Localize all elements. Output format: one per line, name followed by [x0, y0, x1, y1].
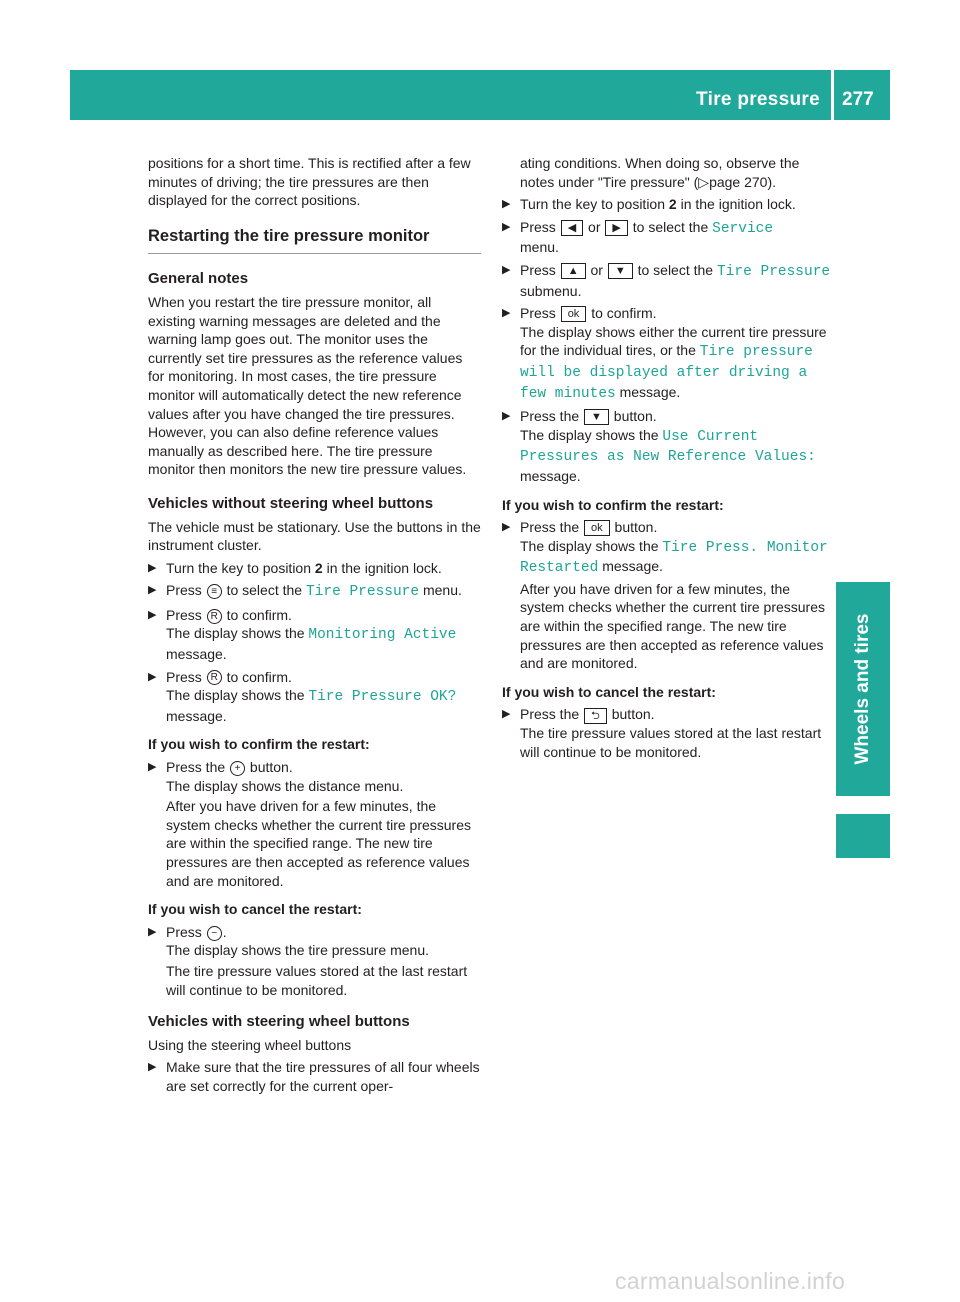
chapter-marker [836, 814, 890, 858]
section-heading: Restarting the tire pressure monitor [148, 227, 481, 255]
ok-button-icon: ok [561, 306, 587, 322]
left-button-icon: ◀ [561, 220, 583, 236]
left-column [148, 154, 481, 1096]
instruction-step: ▶ Press R to confirm. The display shows the Tire Pressure OK? message. [148, 668, 457, 724]
instruction-step: ▶ Press − . The display shows the tire pressure menu. [148, 923, 430, 959]
paragraph: When you restart the tire pressure monitor, all existing warning messages are deleted and the warning lamp goes out. The monitor uses the currently set tire pressures as the reference values for monitoring. In most cases, the tire pressure monitor will automatically detect the new reference values after you have changed the tire pressures. However, you can also define reference values manually as described here. The tire pressure monitor then monitors the new tire pressure values. [148, 293, 467, 478]
section-title: Tire pressure [696, 89, 820, 110]
paragraph: ating conditions. When doing so, observe the notes under "Tire pressure" (▷page 270). [520, 155, 800, 190]
instruction-step: ▶ Press the ⮌ button. The tire pressure values stored at the last restart will continue to be monitored. [502, 706, 822, 760]
arrow-icon: ▶ [502, 263, 511, 276]
paragraph: After you have driven for a few minutes, the system checks whether the current tire pressures are within the specified range. The new tire pressures are then accepted as reference values and are monitored. [166, 798, 472, 889]
arrow-icon: ▶ [148, 561, 157, 574]
display-text: Tire Press. Monitor Restarted [520, 539, 828, 577]
paragraph: After you have driven for a few minutes, the system checks whether the current tire pressures are within the specified range. The new tire pressures are then accepted as reference values and are monitored. [520, 580, 826, 672]
display-text: Tire pressure will be displayed after driving a few minutes [520, 344, 813, 402]
instruction-step: ▶ Press ◀ or ▶ to select the Service menu. [502, 218, 774, 256]
paragraph: The tire pressure values stored at the last restart will continue to be monitored. [166, 962, 468, 998]
subheading: Vehicles with steering wheel buttons [148, 1013, 410, 1031]
display-text: Tire Pressure [716, 263, 831, 280]
instruction-step: ▶ Press ▲ or ▼ to select the Tire Pressure submenu. [502, 261, 831, 299]
up-button-icon: ▲ [561, 263, 586, 279]
arrow-icon: ▶ [148, 670, 157, 683]
display-text: Monitoring Active [308, 627, 457, 644]
display-text: Tire Pressure OK? [308, 689, 457, 706]
arrow-icon: ▶ [502, 307, 511, 320]
arrow-icon: ▶ [502, 220, 511, 233]
subheading: If you wish to confirm the restart: [502, 496, 724, 513]
subheading: If you wish to confirm the restart: [148, 736, 370, 753]
instruction-step: ▶ Turn the key to position 2 in the ignition lock. [148, 559, 442, 576]
reset-button-icon: R [207, 609, 222, 624]
ok-button-icon: ok [584, 520, 610, 536]
instruction-step: ▶ Press the + button. The display shows the distance menu. [148, 759, 404, 794]
page-ref-icon: ▷ [698, 173, 710, 190]
display-text: Service [712, 220, 774, 237]
page-header [70, 70, 890, 120]
paragraph: Using the steering wheel buttons [148, 1036, 352, 1053]
arrow-icon: ▶ [502, 708, 511, 721]
plus-button-icon: + [230, 761, 245, 776]
arrow-icon: ▶ [148, 1061, 157, 1074]
subheading: General notes [148, 270, 249, 288]
paragraph: positions for a short time. This is rectified after a few minutes of driving; the tire pressures are then displayed for the correct positions. [148, 155, 471, 209]
arrow-icon: ▶ [502, 410, 511, 423]
subheading: Vehicles without steering wheel buttons [148, 494, 434, 512]
watermark: carmanualsonline.info [615, 1268, 846, 1294]
minus-button-icon: − [207, 926, 222, 941]
subheading: If you wish to cancel the restart: [502, 683, 716, 700]
instruction-step: ▶ Press ok to confirm. The display shows either the current tire pressure for the individual tires, or the Tire pressure will be displayed after driving a few minutes message. [502, 305, 827, 402]
instruction-step: ▶ Press ≡ to select the Tire Pressure menu. [148, 582, 462, 601]
arrow-icon: ▶ [148, 761, 157, 774]
arrow-icon: ▶ [502, 198, 511, 211]
display-text: Use Current Pressures as New Reference Values: [520, 428, 816, 466]
display-text: Tire Pressure [305, 584, 420, 601]
instruction-step: ▶ Press R to confirm. The display shows the Monitoring Active message. [148, 606, 457, 663]
right-column [502, 154, 836, 761]
back-button-icon: ⮌ [584, 708, 607, 724]
down-button-icon: ▼ [608, 263, 633, 279]
instruction-step: ▶ Press the ok button. The display shows the Tire Press. Monitor Restarted message. [502, 519, 828, 577]
instruction-step: ▶ Press the ▼ button. The display shows the Use Current Pressures as New Reference Values: message. [502, 408, 816, 484]
arrow-icon: ▶ [502, 521, 511, 534]
right-button-icon: ▶ [605, 220, 627, 236]
arrow-icon: ▶ [148, 584, 157, 597]
paragraph: The vehicle must be stationary. Use the buttons in the instrument cluster. [148, 518, 481, 554]
menu-button-icon: ≡ [207, 584, 222, 599]
chapter-tab-label: Wheels and tires [852, 613, 873, 765]
instruction-step: ▶ Turn the key to position 2 in the ignition lock. [502, 196, 796, 213]
reset-button-icon: R [207, 670, 222, 685]
subheading: If you wish to cancel the restart: [148, 901, 362, 918]
instruction-step: ▶ Make sure that the tire pressures of all four wheels are set correctly for the current oper- [148, 1059, 480, 1094]
down-button-icon: ▼ [584, 409, 609, 425]
arrow-icon: ▶ [148, 608, 157, 621]
header-divider [831, 70, 834, 120]
arrow-icon: ▶ [148, 925, 157, 938]
page-number: 277 [842, 89, 874, 110]
